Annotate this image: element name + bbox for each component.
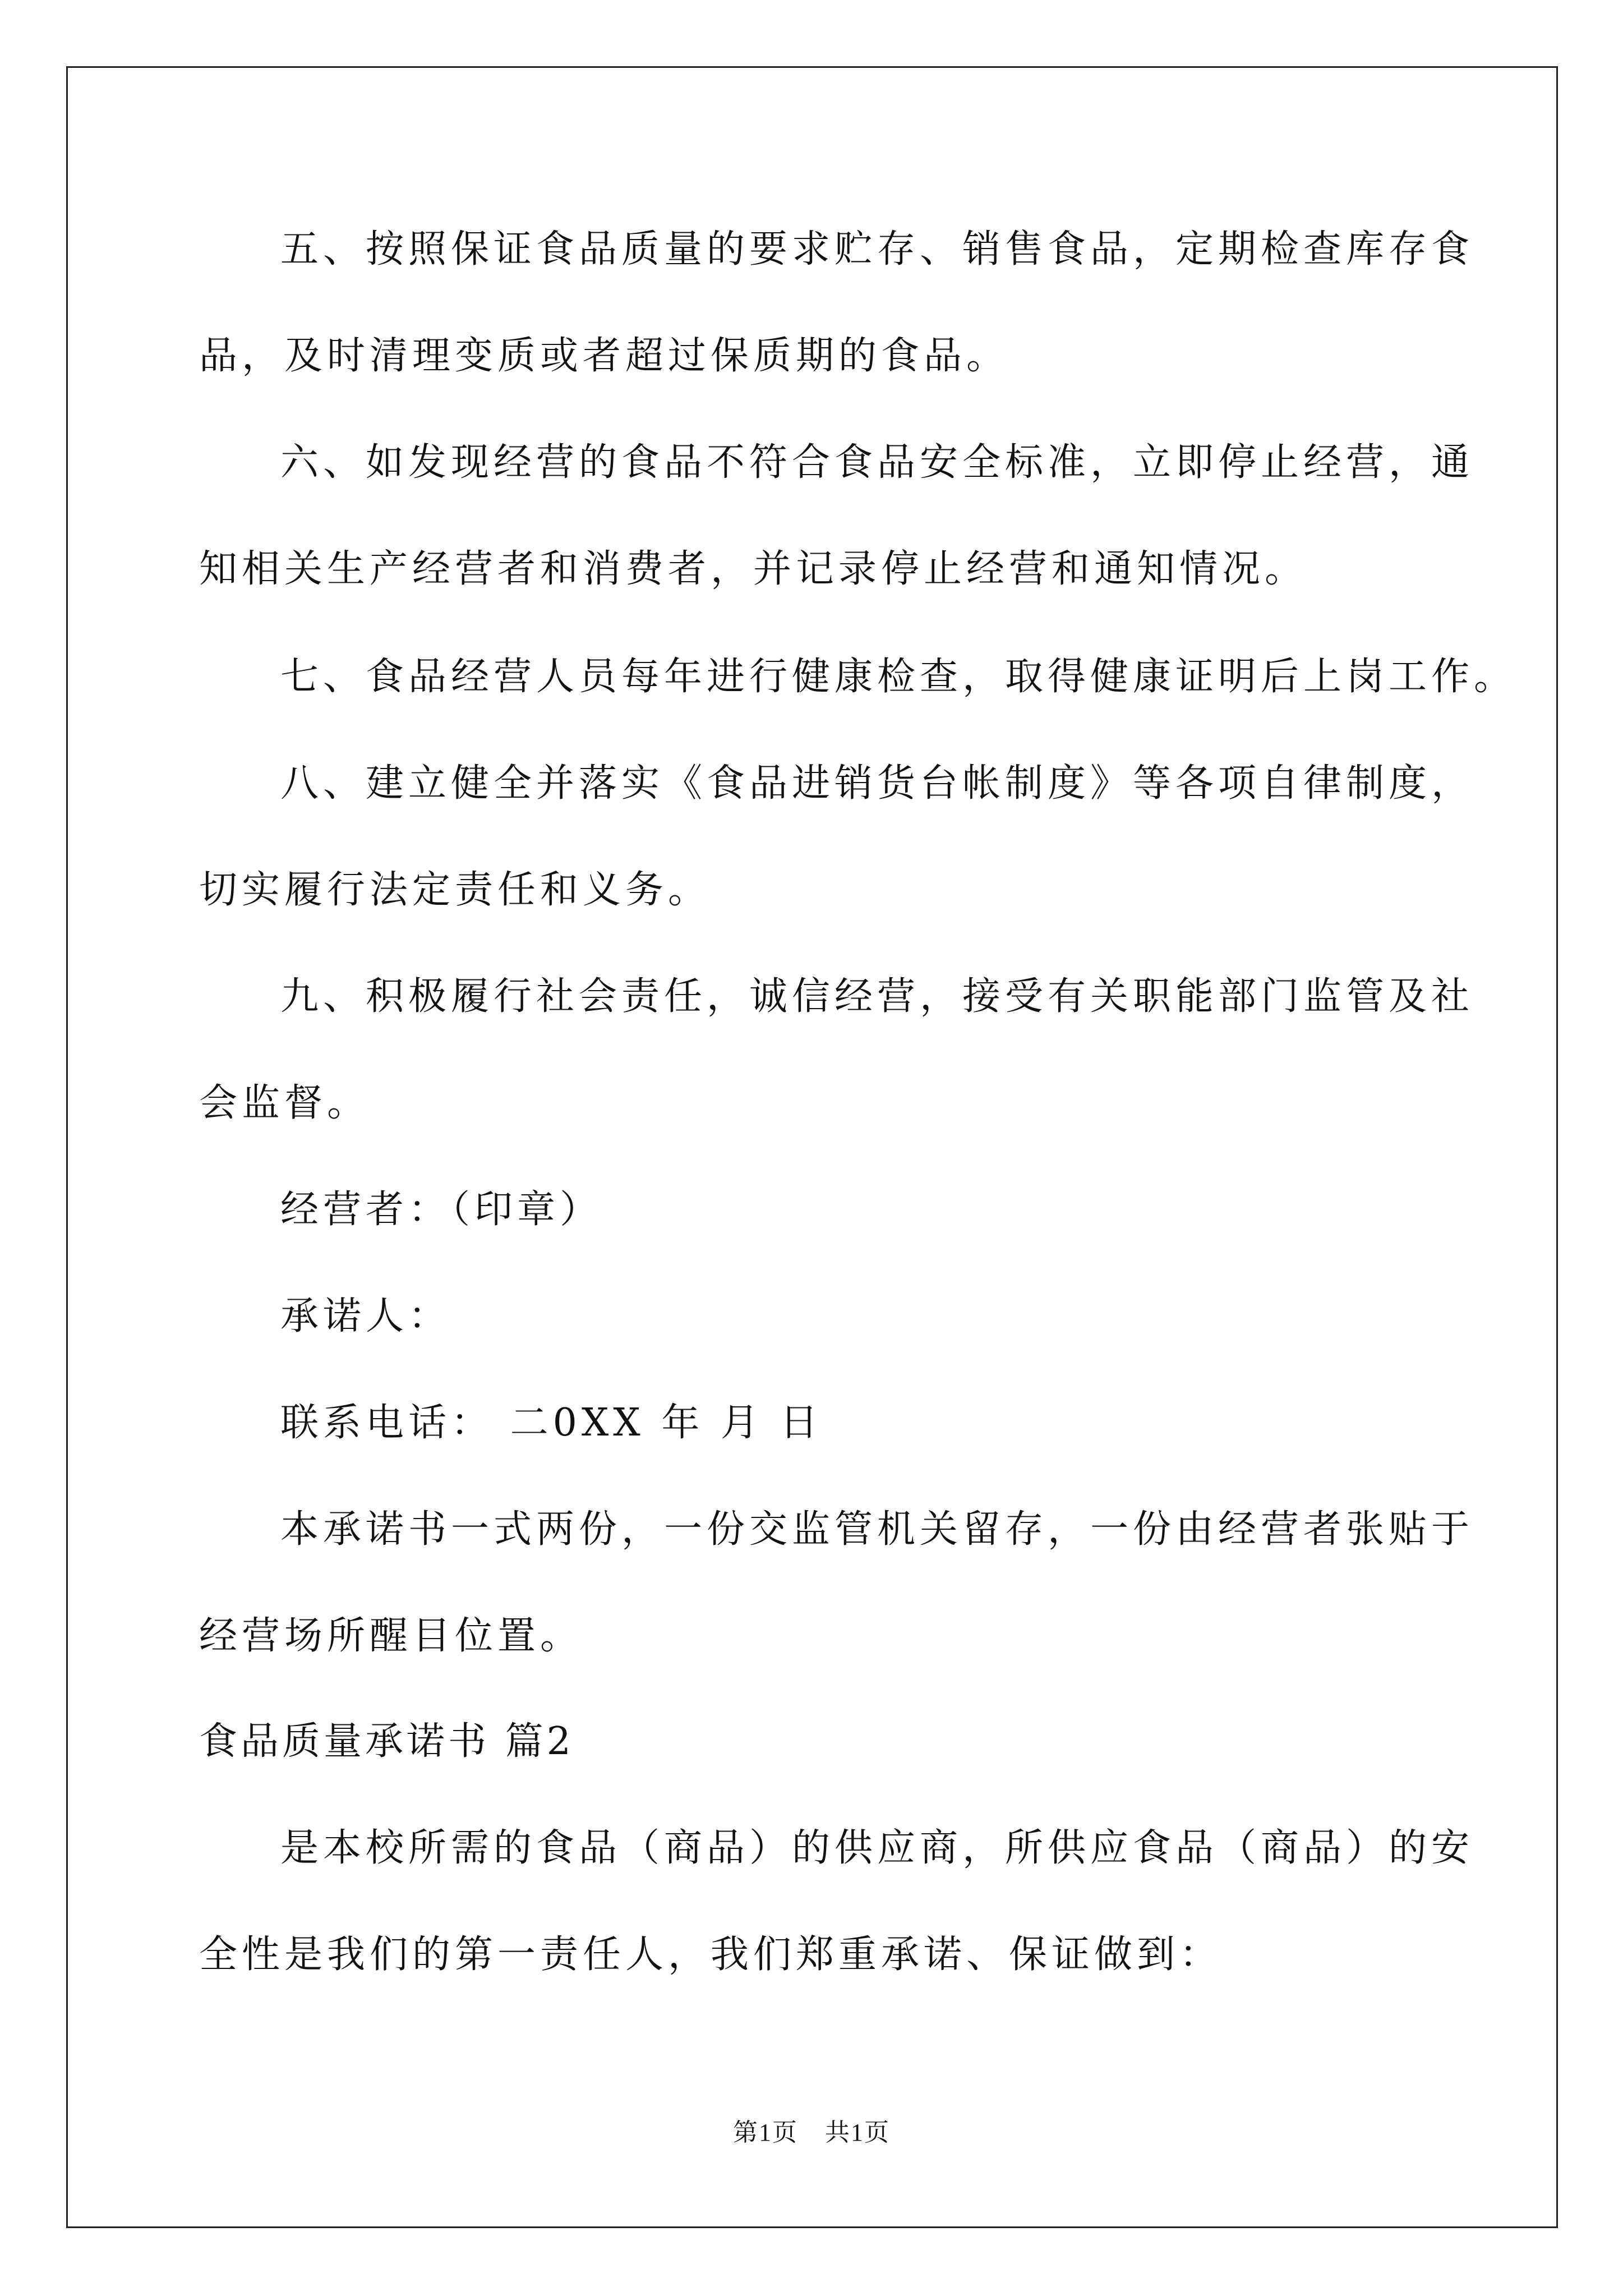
copies-note-line-1: 本承诺书一式两份，一份交监管机关留存，一份由经营者张贴于 [280,1507,1474,1552]
paragraph-6-line-1: 六、如发现经营的食品不符合食品安全标准，立即停止经营，通 [280,440,1474,485]
promisor-line: 承诺人： [280,1294,451,1338]
supplier-paragraph-line-2: 全性是我们的第一责任人，我们郑重承诺、保证做到： [199,1932,1223,1977]
paragraph-5-line-2: 品，及时清理变质或者超过保质期的食品。 [199,334,1009,378]
operator-stamp-line: 经营者：（印章） [280,1188,603,1232]
contact-phone-date-line: 联系电话： 二0XX 年 月 日 [280,1401,823,1445]
paragraph-9-line-2: 会监督。 [199,1081,370,1125]
section-heading-2: 食品质量承诺书 篇2 [199,1719,574,1764]
page-footer [0,2116,1623,2150]
paragraph-8-line-1: 八、建立健全并落实《食品进销货台帐制度》等各项自律制度， [280,761,1474,806]
paragraph-6-line-2: 知相关生产经营者和消费者，并记录停止经营和通知情况。 [199,547,1308,591]
paragraph-8-line-2: 切实履行法定责任和义务。 [199,868,711,912]
page-total: 共1页 [825,2119,890,2146]
paragraph-7: 七、食品经营人员每年进行健康检查，取得健康证明后上岗工作。 [280,655,1517,699]
copies-note-line-2: 经营场所醒目位置。 [199,1614,583,1658]
paragraph-9-line-1: 九、积极履行社会责任，诚信经营，接受有关职能部门监管及社 [280,974,1474,1019]
paragraph-5-line-1: 五、按照保证食品质量的要求贮存、销售食品，定期检查库存食 [280,227,1474,272]
page-border [66,66,1558,2228]
supplier-paragraph-line-1: 是本校所需的食品（商品）的供应商，所供应食品（商品）的安 [280,1826,1474,1870]
page-number: 第1页 [733,2119,798,2146]
